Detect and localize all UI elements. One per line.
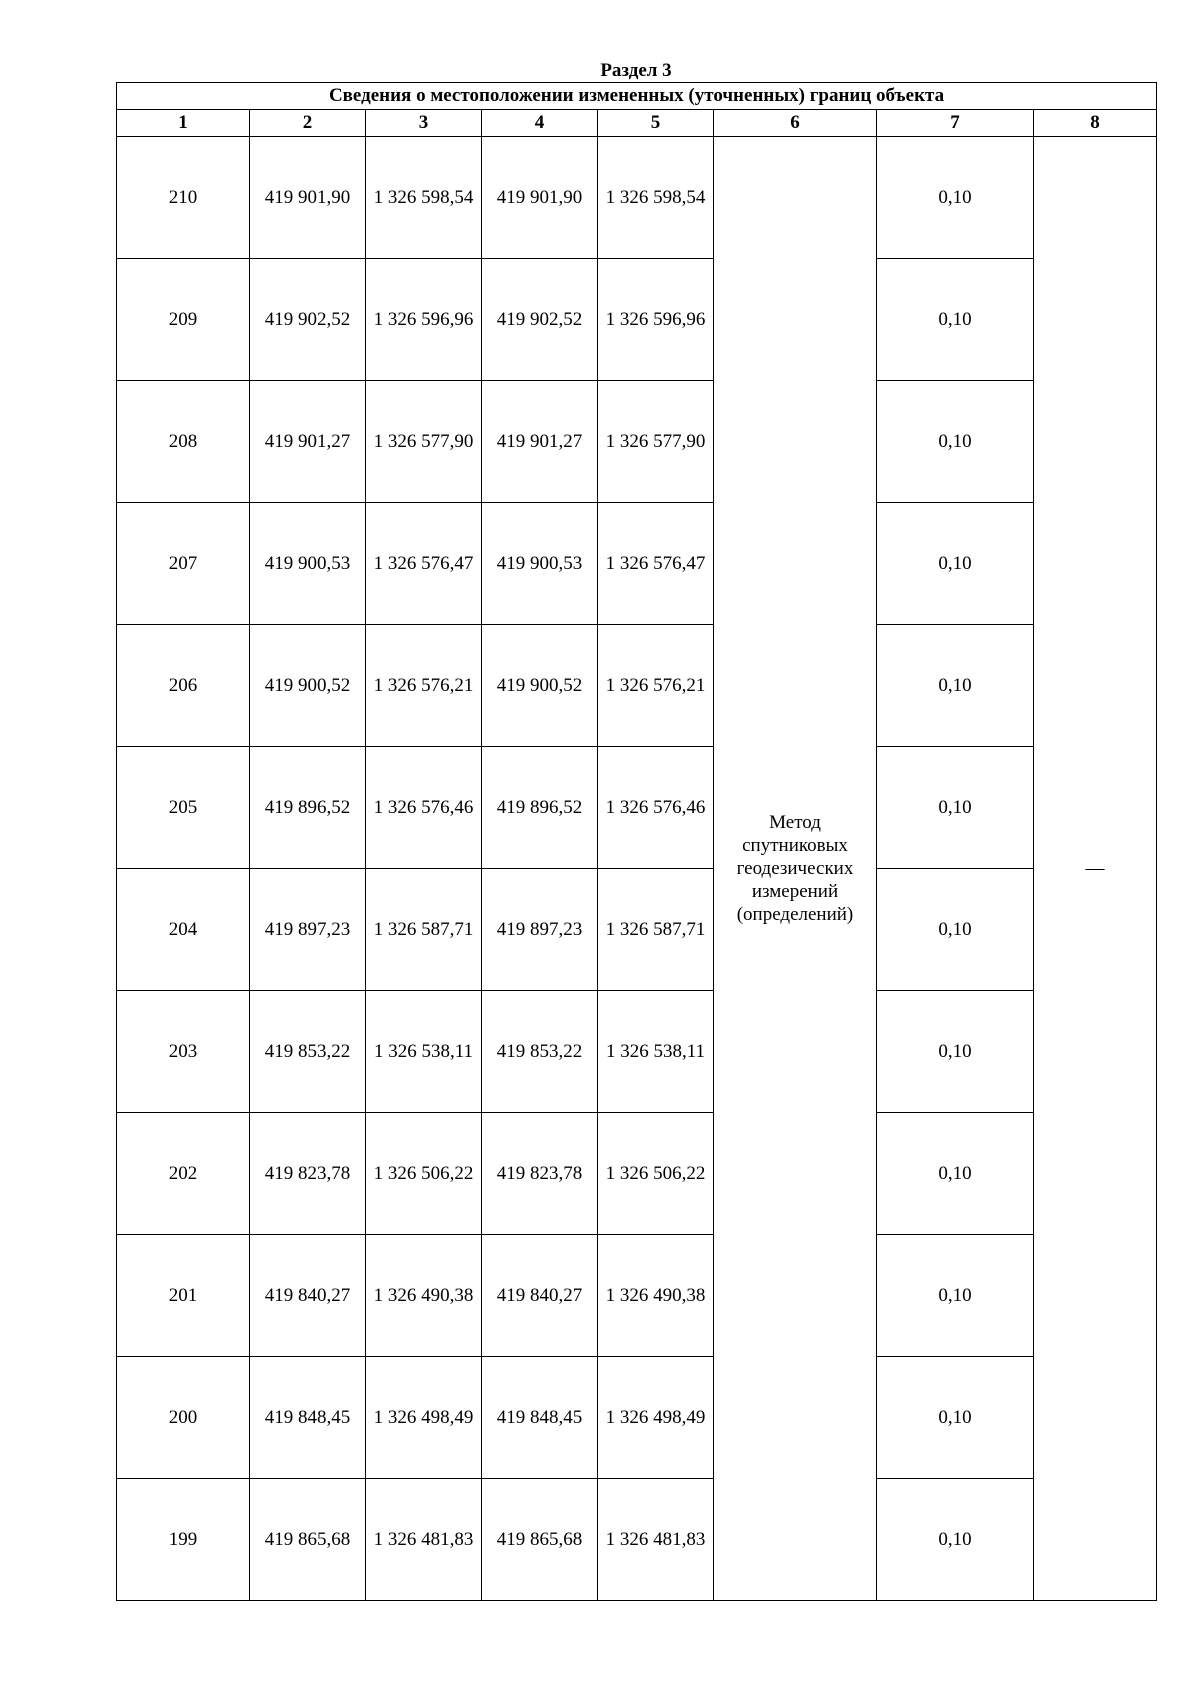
point-number-cell: 200 bbox=[117, 1357, 250, 1479]
table-row bbox=[117, 747, 1157, 869]
x-new-cell: 419 853,22 bbox=[482, 991, 598, 1113]
x-old-cell: 419 865,68 bbox=[250, 1479, 366, 1601]
x-old-cell: 419 840,27 bbox=[250, 1235, 366, 1357]
y-new-cell: 1 326 596,96 bbox=[598, 259, 714, 381]
x-new-cell: 419 900,53 bbox=[482, 503, 598, 625]
point-number-cell: 206 bbox=[117, 625, 250, 747]
accuracy-cell: 0,10 bbox=[877, 869, 1034, 991]
y-old-cell: 1 326 490,38 bbox=[366, 1235, 482, 1357]
x-old-cell: 419 897,23 bbox=[250, 869, 366, 991]
accuracy-cell: 0,10 bbox=[877, 1235, 1034, 1357]
x-old-cell: 419 901,90 bbox=[250, 137, 366, 259]
column-number: 3 bbox=[366, 110, 482, 137]
table-row bbox=[117, 1357, 1157, 1479]
table-row bbox=[117, 869, 1157, 991]
x-new-cell: 419 823,78 bbox=[482, 1113, 598, 1235]
table-row bbox=[117, 137, 1157, 259]
x-new-cell: 419 901,27 bbox=[482, 381, 598, 503]
y-new-cell: 1 326 498,49 bbox=[598, 1357, 714, 1479]
point-number-cell: 204 bbox=[117, 869, 250, 991]
column-number: 8 bbox=[1034, 110, 1157, 137]
y-new-cell: 1 326 576,47 bbox=[598, 503, 714, 625]
table-row bbox=[117, 1113, 1157, 1235]
table-row bbox=[117, 625, 1157, 747]
method-text-line: спутниковых bbox=[742, 835, 848, 856]
column-numbers-row bbox=[117, 110, 1157, 137]
table-row bbox=[117, 1235, 1157, 1357]
method-cell bbox=[714, 137, 877, 1601]
table-row bbox=[117, 503, 1157, 625]
x-old-cell: 419 901,27 bbox=[250, 381, 366, 503]
y-old-cell: 1 326 576,47 bbox=[366, 503, 482, 625]
y-new-cell: 1 326 587,71 bbox=[598, 869, 714, 991]
x-old-cell: 419 900,53 bbox=[250, 503, 366, 625]
boundary-coordinates-table bbox=[116, 82, 1157, 1601]
x-new-cell: 419 901,90 bbox=[482, 137, 598, 259]
x-new-cell: 419 896,52 bbox=[482, 747, 598, 869]
point-number-cell: 199 bbox=[117, 1479, 250, 1601]
x-new-cell: 419 902,52 bbox=[482, 259, 598, 381]
x-new-cell: 419 900,52 bbox=[482, 625, 598, 747]
y-new-cell: 1 326 576,21 bbox=[598, 625, 714, 747]
y-old-cell: 1 326 596,96 bbox=[366, 259, 482, 381]
column-number: 7 bbox=[877, 110, 1034, 137]
table-row bbox=[117, 1479, 1157, 1601]
point-number-cell: 208 bbox=[117, 381, 250, 503]
method-text-line: геодезических bbox=[736, 858, 854, 879]
y-new-cell: 1 326 481,83 bbox=[598, 1479, 714, 1601]
x-old-cell: 419 853,22 bbox=[250, 991, 366, 1113]
accuracy-cell: 0,10 bbox=[877, 991, 1034, 1113]
table-row bbox=[117, 991, 1157, 1113]
column-number: 4 bbox=[482, 110, 598, 137]
y-old-cell: 1 326 481,83 bbox=[366, 1479, 482, 1601]
y-new-cell: 1 326 577,90 bbox=[598, 381, 714, 503]
column-number: 6 bbox=[714, 110, 877, 137]
accuracy-cell: 0,10 bbox=[877, 1113, 1034, 1235]
section-title: Раздел 3 bbox=[600, 60, 672, 81]
point-number-cell: 202 bbox=[117, 1113, 250, 1235]
y-old-cell: 1 326 498,49 bbox=[366, 1357, 482, 1479]
method-text-line: измерений bbox=[751, 881, 839, 902]
table-caption: Сведения о местоположении измененных (уточненных) границ объекта bbox=[117, 83, 1157, 110]
x-old-cell: 419 900,52 bbox=[250, 625, 366, 747]
column-number: 5 bbox=[598, 110, 714, 137]
accuracy-cell: 0,10 bbox=[877, 259, 1034, 381]
accuracy-cell: 0,10 bbox=[877, 137, 1034, 259]
accuracy-cell: 0,10 bbox=[877, 625, 1034, 747]
y-old-cell: 1 326 598,54 bbox=[366, 137, 482, 259]
y-old-cell: 1 326 576,21 bbox=[366, 625, 482, 747]
accuracy-cell: 0,10 bbox=[877, 1479, 1034, 1601]
note-cell: — bbox=[1034, 137, 1157, 1601]
accuracy-cell: 0,10 bbox=[877, 747, 1034, 869]
x-new-cell: 419 897,23 bbox=[482, 869, 598, 991]
accuracy-cell: 0,10 bbox=[877, 503, 1034, 625]
column-number: 1 bbox=[117, 110, 250, 137]
accuracy-cell: 0,10 bbox=[877, 381, 1034, 503]
table-row bbox=[117, 259, 1157, 381]
y-new-cell: 1 326 490,38 bbox=[598, 1235, 714, 1357]
column-number: 2 bbox=[250, 110, 366, 137]
x-new-cell: 419 865,68 bbox=[482, 1479, 598, 1601]
point-number-cell: 209 bbox=[117, 259, 250, 381]
y-new-cell: 1 326 506,22 bbox=[598, 1113, 714, 1235]
y-new-cell: 1 326 576,46 bbox=[598, 747, 714, 869]
y-new-cell: 1 326 598,54 bbox=[598, 137, 714, 259]
y-new-cell: 1 326 538,11 bbox=[598, 991, 714, 1113]
method-text-line: (определений) bbox=[736, 904, 854, 925]
x-new-cell: 419 840,27 bbox=[482, 1235, 598, 1357]
y-old-cell: 1 326 506,22 bbox=[366, 1113, 482, 1235]
method-text-line: Метод bbox=[769, 812, 821, 833]
point-number-cell: 201 bbox=[117, 1235, 250, 1357]
y-old-cell: 1 326 576,46 bbox=[366, 747, 482, 869]
point-number-cell: 207 bbox=[117, 503, 250, 625]
x-old-cell: 419 896,52 bbox=[250, 747, 366, 869]
x-old-cell: 419 848,45 bbox=[250, 1357, 366, 1479]
x-new-cell: 419 848,45 bbox=[482, 1357, 598, 1479]
x-old-cell: 419 823,78 bbox=[250, 1113, 366, 1235]
point-number-cell: 205 bbox=[117, 747, 250, 869]
y-old-cell: 1 326 577,90 bbox=[366, 381, 482, 503]
y-old-cell: 1 326 538,11 bbox=[366, 991, 482, 1113]
accuracy-cell: 0,10 bbox=[877, 1357, 1034, 1479]
point-number-cell: 203 bbox=[117, 991, 250, 1113]
y-old-cell: 1 326 587,71 bbox=[366, 869, 482, 991]
table-row bbox=[117, 381, 1157, 503]
x-old-cell: 419 902,52 bbox=[250, 259, 366, 381]
point-number-cell: 210 bbox=[117, 137, 250, 259]
